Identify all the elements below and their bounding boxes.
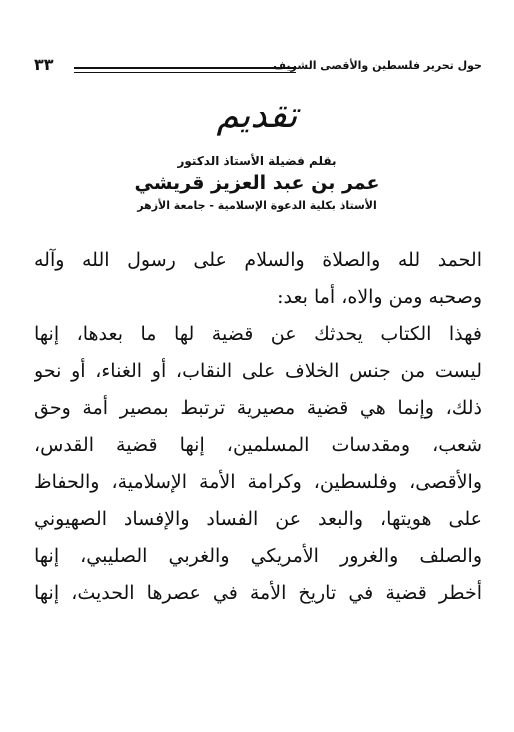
body-line: والأقصى، وفلسطين، وكرامة الأمة الإسلامية، والحفاظ xyxy=(34,471,482,493)
body-line: ذلك، وإنما هي قضية مصيرية ترتبط بمصير أمة وحق xyxy=(34,397,482,419)
page-number: ٣٣ xyxy=(34,55,54,74)
body-line: فهذا الكتاب يحدثك عن قضية لها ما بعدها، إنها xyxy=(34,323,482,345)
body-line: على هويتها، والبعد عن الفساد والإفساد الصهيوني xyxy=(34,508,482,530)
body-line: الحمد لله والصلاة والسلام على رسول الله وآله xyxy=(34,249,482,271)
body-line: وصحبه ومن والاه، أما بعد: xyxy=(277,286,482,308)
body-line: أخطر قضية في تاريخ الأمة في عصرها الحديث، إنها xyxy=(34,582,482,604)
body-text xyxy=(34,242,482,612)
running-header xyxy=(34,55,482,82)
running-title: حول تحرير فلسطين والأقصى الشريف xyxy=(273,59,482,72)
body-line: والصلف والغرور الأمريكي والغربي الصليبي، إنها xyxy=(34,545,482,567)
header-rule-thin xyxy=(74,72,296,73)
author-affiliation: الأستاذ بكلية الدعوة الإسلامية - جامعة الأزهر xyxy=(137,199,377,212)
byline: بقلم فضيلة الأستاذ الدكتور xyxy=(177,154,337,168)
body-line: ليست من جنس الخلاف على النقاب، أو الغناء، أو نحو xyxy=(34,360,482,382)
header-rule xyxy=(74,67,296,69)
chapter-title: تقديم xyxy=(216,95,298,136)
author-name: عمر بن عبد العزيز قريشي xyxy=(134,172,380,194)
body-line: شعب، ومقدسات المسلمين، إنها قضية القدس، xyxy=(34,434,482,456)
